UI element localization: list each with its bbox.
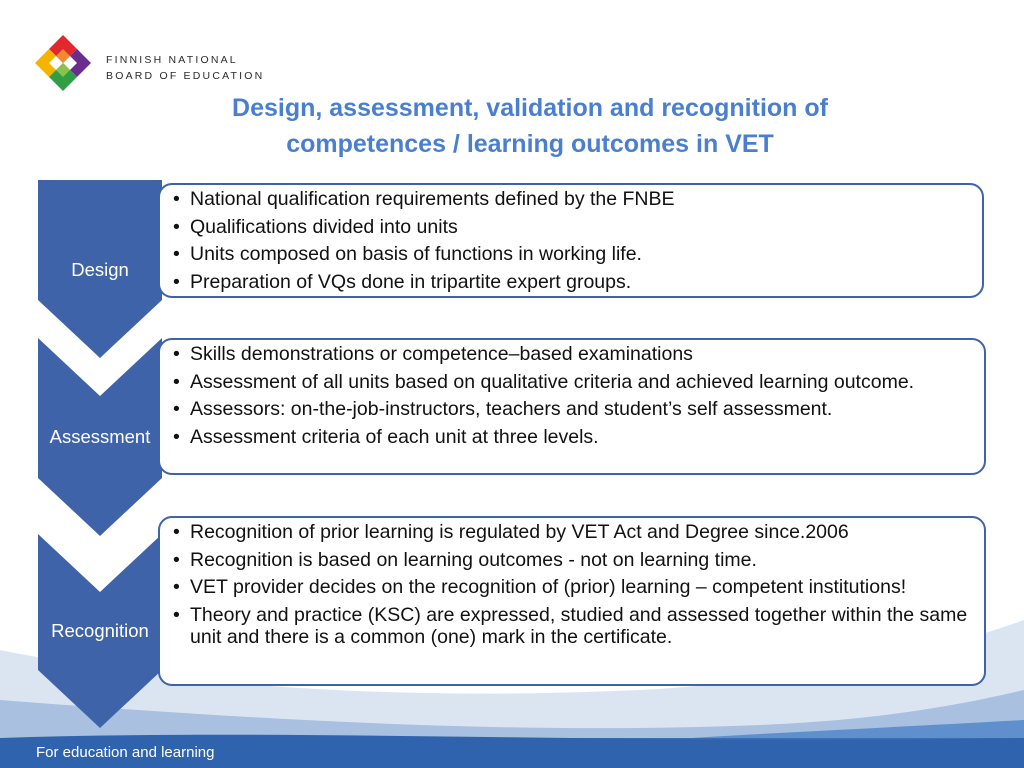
list-item: • Recognition of prior learning is regulated by VET Act and Degree since.2006 [173,521,849,543]
list-item: • Assessors: on-the-job-instructors, teachers and student’s self assessment. [173,398,833,420]
step-label-recognition: Recognition [51,620,149,641]
footer-tagline: For education and learning [36,744,215,761]
recognition-bullet-list [170,521,974,649]
list-item: • Theory and practice (KSC) are expressed, studied and assessed together within the same unit and there is a common (one) mark in the certificate. [173,603,968,648]
recognition-panel [158,516,986,686]
list-item: • Recognition is based on learning outcomes - not on learning time. [173,548,757,571]
list-item: • Qualifications divided into units [173,215,458,238]
list-item: • National qualification requirements defined by the FNBE [173,188,675,210]
assessment-bullet-list [170,343,974,448]
list-item: • Skills demonstrations or competence–based examinations [173,343,693,365]
design-bullet-list [170,188,972,293]
design-panel [158,183,984,298]
list-item: • Preparation of VQs done in tripartite expert groups. [173,270,632,293]
assessment-panel [158,338,986,475]
list-item: • Assessment criteria of each unit at three levels. [173,425,599,448]
slide-title-line-1: Design, assessment, validation and recognition of [232,94,828,122]
organization-line-2: BOARD OF EDUCATION [106,70,265,82]
list-item: • Assessment of all units based on qualitative criteria and achieved learning outcome. [173,370,915,393]
step-label-assessment: Assessment [49,426,151,447]
list-item: • Units composed on basis of functions in working life. [173,243,642,265]
organization-line-1: FINNISH NATIONAL [106,54,238,66]
step-label-design: Design [71,259,129,280]
slide-title-line-2: competences / learning outcomes in VET [286,130,774,158]
list-item: • VET provider decides on the recognition of (prior) learning – competent institutions! [173,576,907,598]
